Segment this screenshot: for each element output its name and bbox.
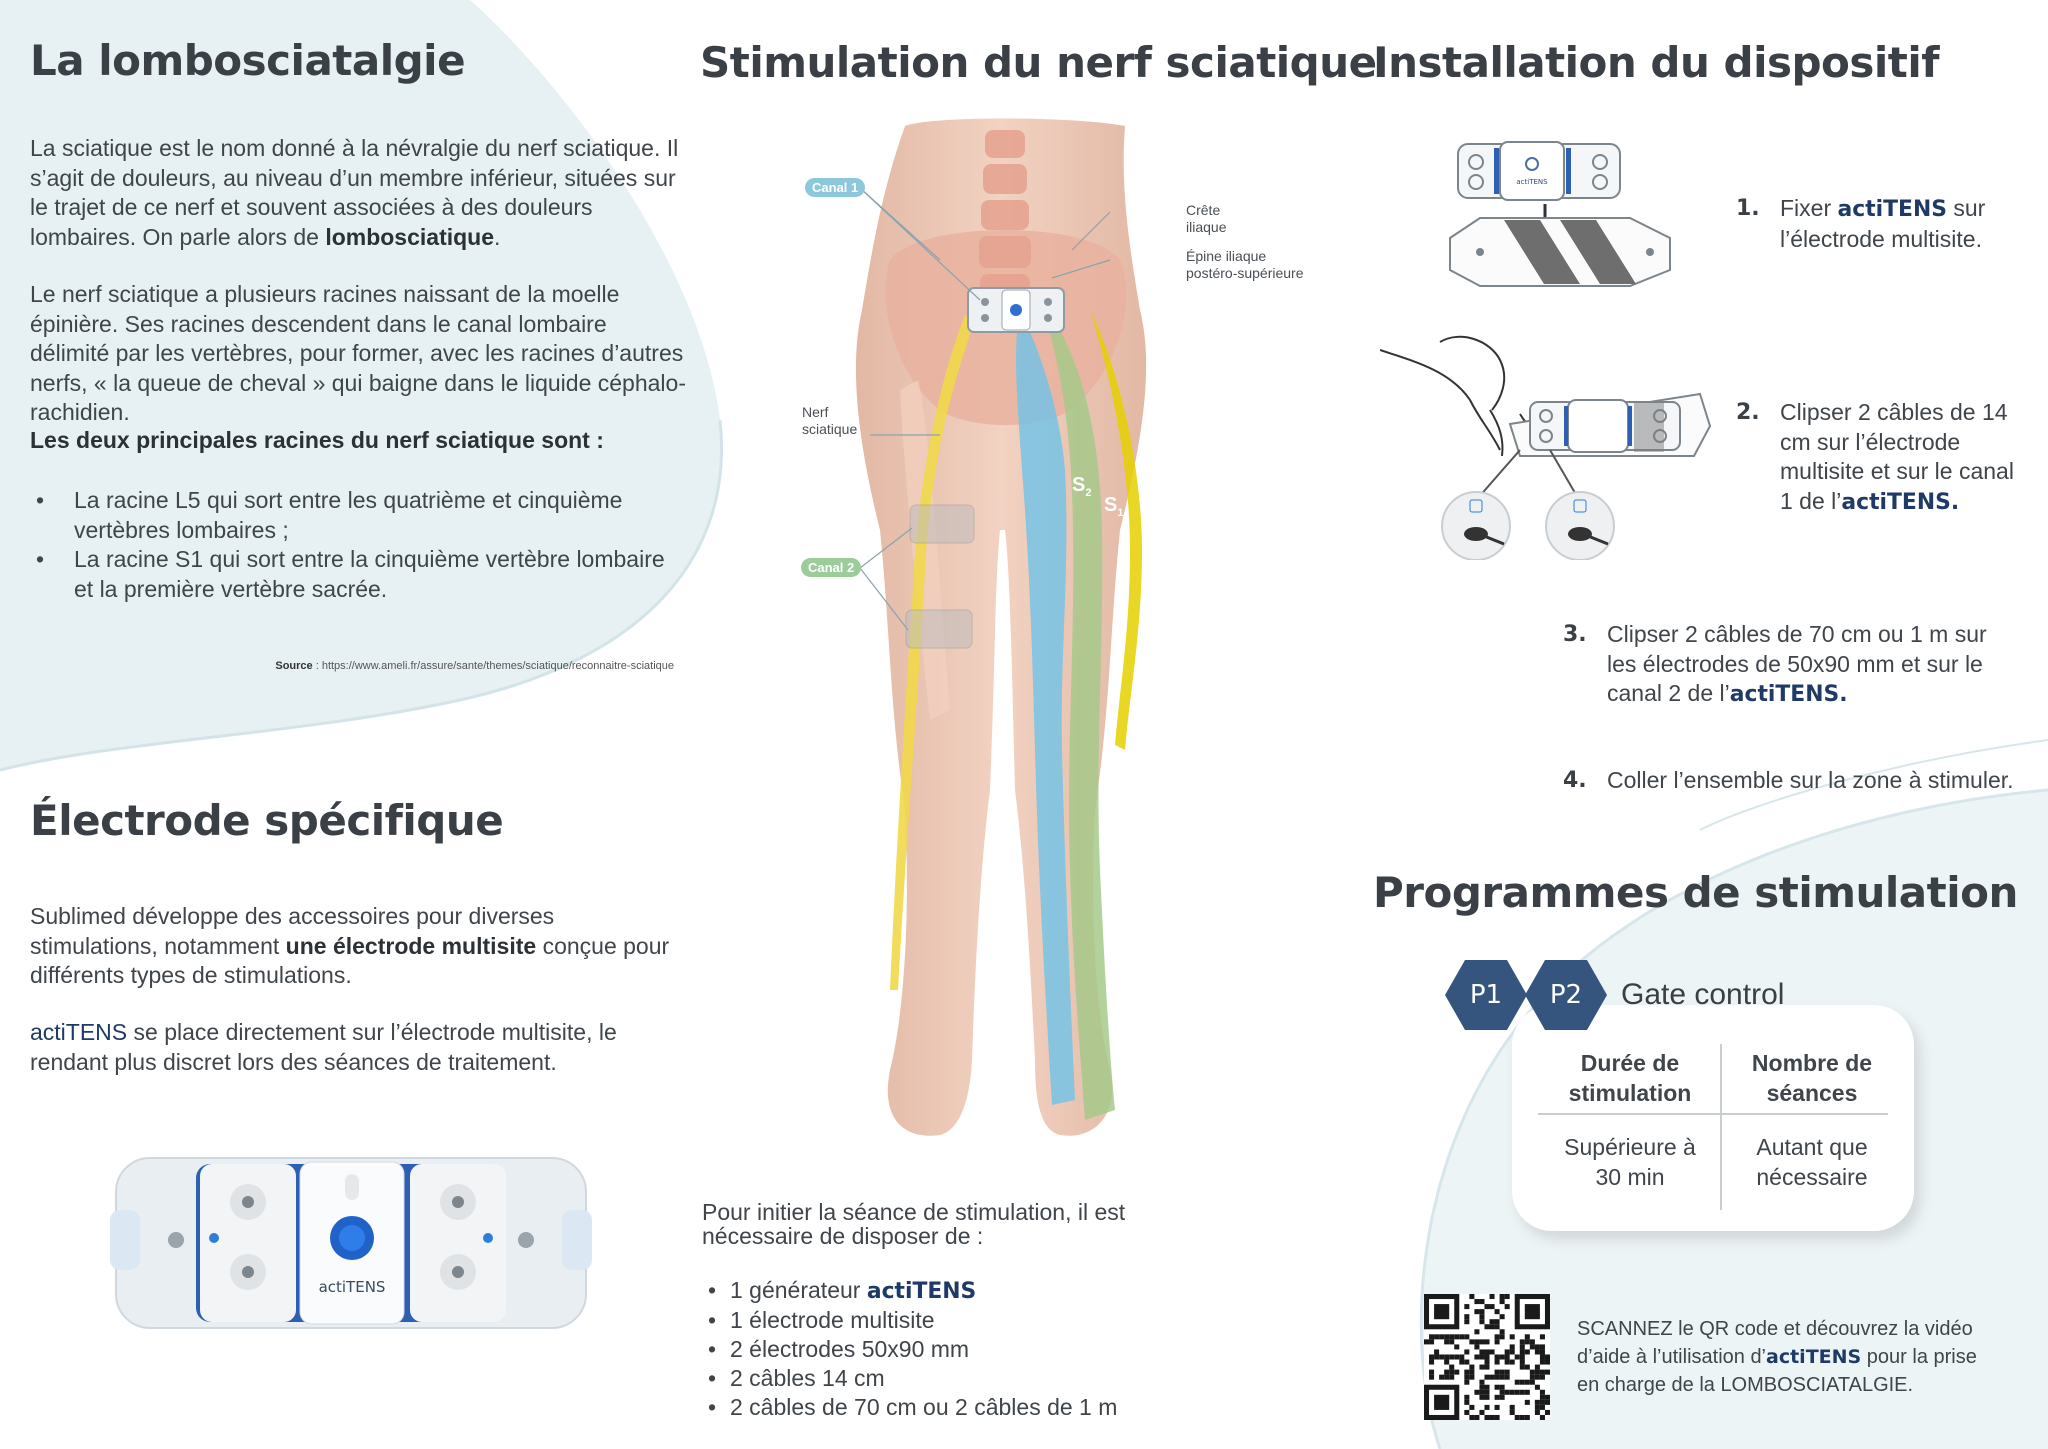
electrode-p1-bold: une électrode multisite — [285, 932, 537, 959]
list-item — [702, 1364, 1222, 1393]
crete-iliaque-label: Crête iliaque — [1186, 202, 1227, 235]
l5-label — [1141, 494, 1159, 519]
sciatic-anatomy-illustration — [790, 110, 1220, 1150]
p2-badge[interactable]: P2 — [1549, 980, 1583, 1010]
lombosciatalgie-title: La lombosciatalgie — [30, 36, 466, 85]
p1-badge[interactable]: P1 — [1469, 980, 1503, 1010]
programmes-title: Programmes de stimulation — [1373, 868, 2018, 917]
nerf-sciatique-label: Nerf sciatique — [802, 404, 858, 437]
step-text: Fixer — [1780, 195, 1838, 221]
source-label: Source — [275, 660, 313, 672]
electrode-p2-rest: se place directement sur l’électrode multisite, le rendant plus discret lors des séances de traitement. — [30, 1019, 617, 1075]
electrode-device-illustration — [110, 1150, 600, 1340]
canal-2-tag: Canal 2 — [801, 558, 861, 577]
roots-list — [30, 486, 690, 604]
item-text: 2 électrodes 50x90 mm — [730, 1336, 970, 1362]
source-url[interactable]: : https://www.ameli.fr/assure/sante/themes/sciatique/reconnaitre-sciatique — [312, 660, 674, 672]
qr-code-icon[interactable] — [1424, 1294, 1550, 1420]
install-step-3 — [1563, 620, 2017, 710]
list-item: • La racine S1 qui sort entre la cinquième vertèbre lombaire et la première vertèbre sacrée. — [30, 545, 690, 604]
duration-value: Supérieure à 30 min — [1564, 1134, 1696, 1190]
device-small-label: actiTENS — [1516, 178, 1548, 186]
list-item — [702, 1335, 1222, 1364]
brand-name: actiTENS. — [1841, 489, 1960, 515]
qr-text-b: pour la prise en charge de la LOMBOSCIATALGIE. — [1577, 1346, 1977, 1396]
s2-label — [1072, 474, 1091, 499]
snap-icon — [168, 1232, 184, 1248]
program-name: Gate control — [1621, 978, 1785, 1011]
snap-icon — [518, 1232, 534, 1248]
brand-name: actiTENS. — [1729, 682, 1848, 707]
list-item — [702, 1306, 1222, 1335]
qr-text-a: SCANNEZ le QR code et découvrez la vidéo d’aide à l’utilisation d’ — [1577, 1318, 1973, 1368]
p1-text: La sciatique est le nom donné à la névralgie du nerf sciatique. Il s’agit de douleurs, au niveau d’un membre inférieur, situées sur le trajet de ce nerf et souvent associées à des douleurs lombaires. On parle alors de — [30, 135, 679, 250]
step-text: Coller l’ensemble sur la zone à stimuler. — [1607, 767, 2014, 793]
step-text: Clipser 2 câbles de 70 cm ou 1 m sur les électrodes de 50x90 mm et sur le canal 2 de l’ — [1607, 621, 1987, 706]
s1-letter: S — [1104, 494, 1118, 516]
brand-name: actiTENS — [1837, 197, 1947, 222]
lombosciatalgie-paragraph-2: Le nerf sciatique a plusieurs racines naissant de la moelle épinière. Ses racines descendent dans le canal lombaire délimité par les vertèbres, pour former, avec les racines d’autres nerfs, « la queue de cheval » qui baigne dans le liquide céphalo-rachidien. — [30, 281, 686, 425]
brand-name: actiTENS — [1766, 1346, 1862, 1368]
electrode-paragraph-2 — [30, 1018, 690, 1077]
table-divider-horizontal — [1538, 1113, 1888, 1115]
source-citation — [275, 660, 674, 672]
list-item — [702, 1276, 1222, 1306]
step-number: 4. — [1563, 768, 1587, 793]
sessions-value: Autant que nécessaire — [1756, 1134, 1868, 1190]
requirements-list — [702, 1276, 1222, 1422]
s2-letter: S — [1072, 474, 1086, 496]
sessions-header: Nombre de séances — [1751, 1050, 1873, 1106]
step-text: Clipser 2 câbles de 14 cm sur l’électrode multisite et sur le canal 1 de l’ — [1780, 399, 2014, 514]
item-text: 2 câbles 14 cm — [730, 1365, 885, 1391]
epine-iliaque-label: Épine iliaque postéro-supérieure — [1186, 248, 1304, 281]
brand-name: actiTENS — [30, 1019, 128, 1045]
electrode-title: Électrode spécifique — [30, 796, 504, 845]
l5-letter: L — [1141, 494, 1154, 516]
s2-sub: 2 — [1085, 487, 1092, 499]
item-text: 1 électrode multisite — [730, 1307, 935, 1333]
electrode-p1-a: Sublimed développe des accessoires pour diverses stimulations, notamment — [30, 903, 555, 959]
canal-1-tag: Canal 1 — [805, 178, 865, 197]
electrode-p1-b: conçue pour différents types de stimulations. — [30, 932, 670, 988]
list-item: • La racine L5 qui sort entre les quatrième et cinquième vertèbres lombaires ; — [30, 486, 690, 545]
duration-header: Durée de stimulation — [1568, 1050, 1692, 1106]
step-text-end: sur l’électrode multisite. — [1780, 195, 1986, 252]
step-number: 2. — [1736, 400, 1760, 425]
p1-end: . — [494, 223, 501, 250]
l5-sub: 5 — [1153, 507, 1160, 519]
list-item — [702, 1393, 1222, 1422]
p1-bold: lombosciatique — [325, 223, 495, 250]
device-label: actiTENS — [318, 1278, 386, 1296]
step-number: 3. — [1563, 622, 1587, 647]
installation-title: Installation du dispositif — [1373, 38, 1940, 87]
s1-sub: 1 — [1117, 507, 1124, 519]
s1-label — [1104, 494, 1123, 519]
item-text: 2 câbles de 70 cm ou 2 câbles de 1 m — [730, 1394, 1118, 1420]
item-text: 1 générateur — [730, 1277, 867, 1303]
install-step-4 — [1563, 766, 2027, 796]
roots-heading-text: Les deux principales racines du nerf sciatique sont : — [30, 427, 604, 453]
install-step-2 — [1736, 398, 2030, 517]
brand-name: actiTENS — [866, 1279, 977, 1304]
requirements-intro: Pour initier la séance de stimulation, il est nécessaire de disposer de : — [702, 1199, 1126, 1249]
lombosciatalgie-paragraph-1 — [30, 134, 680, 252]
roots-heading — [30, 426, 690, 456]
install-step-1 — [1736, 194, 2010, 254]
programme-card — [1512, 1005, 1914, 1231]
step-number: 1. — [1736, 196, 1760, 221]
step-2-illustration — [1380, 330, 1720, 560]
qr-instructions — [1577, 1315, 1997, 1399]
stimulation-title: Stimulation du nerf sciatique — [700, 38, 1377, 87]
step-1-illustration — [1440, 138, 1680, 298]
electrode-paragraph-1 — [30, 902, 680, 991]
